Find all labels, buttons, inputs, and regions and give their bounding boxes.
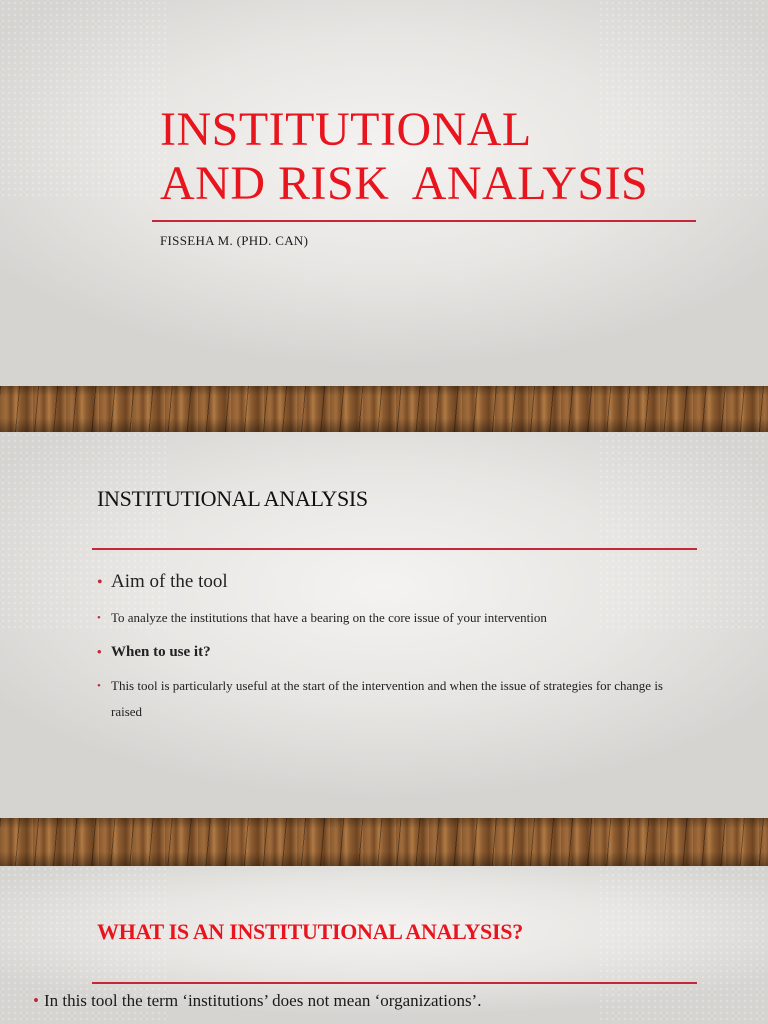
wood-floor-divider-1 [0,386,768,432]
dot-texture-left [0,0,170,200]
slide-2-title: INSTITUTIONAL ANALYSIS [97,486,368,511]
slide-3-divider [92,982,697,984]
slide-3-bullet [33,991,481,1011]
bullet-aim-heading: • Aim of the tool [97,568,697,596]
bullet-when-text: • This tool is particularly useful at the start of the intervention and when the issue of strategies for change is raised [97,673,697,725]
bullet-when-heading: • When to use it? [97,639,697,665]
bullet-aim-text: • To analyze the institutions that have a bearing on the core issue of your intervention [97,605,697,631]
author-subtitle: FISSEHA M. (PHD. CAN) [160,233,309,248]
title-line-2: AND RISK ANALYSIS [160,157,649,210]
title-divider [152,220,696,222]
slide-2-bullet-list [97,568,697,733]
bullet-marker: • [33,991,39,1010]
slide-3-title: WHAT IS AN INSTITUTIONAL ANALYSIS? [97,919,523,944]
wood-floor-divider-2 [0,818,768,866]
title-line-1: INSTITUTIONAL [160,103,532,156]
slide-3-bullet-text: In this tool the term ‘institutions’ does not mean ‘organizations’. [43,991,482,1010]
slide-title [0,0,768,386]
slide-1-title [160,103,648,211]
dot-texture-right [598,866,768,1024]
slide-2-divider [92,548,697,550]
